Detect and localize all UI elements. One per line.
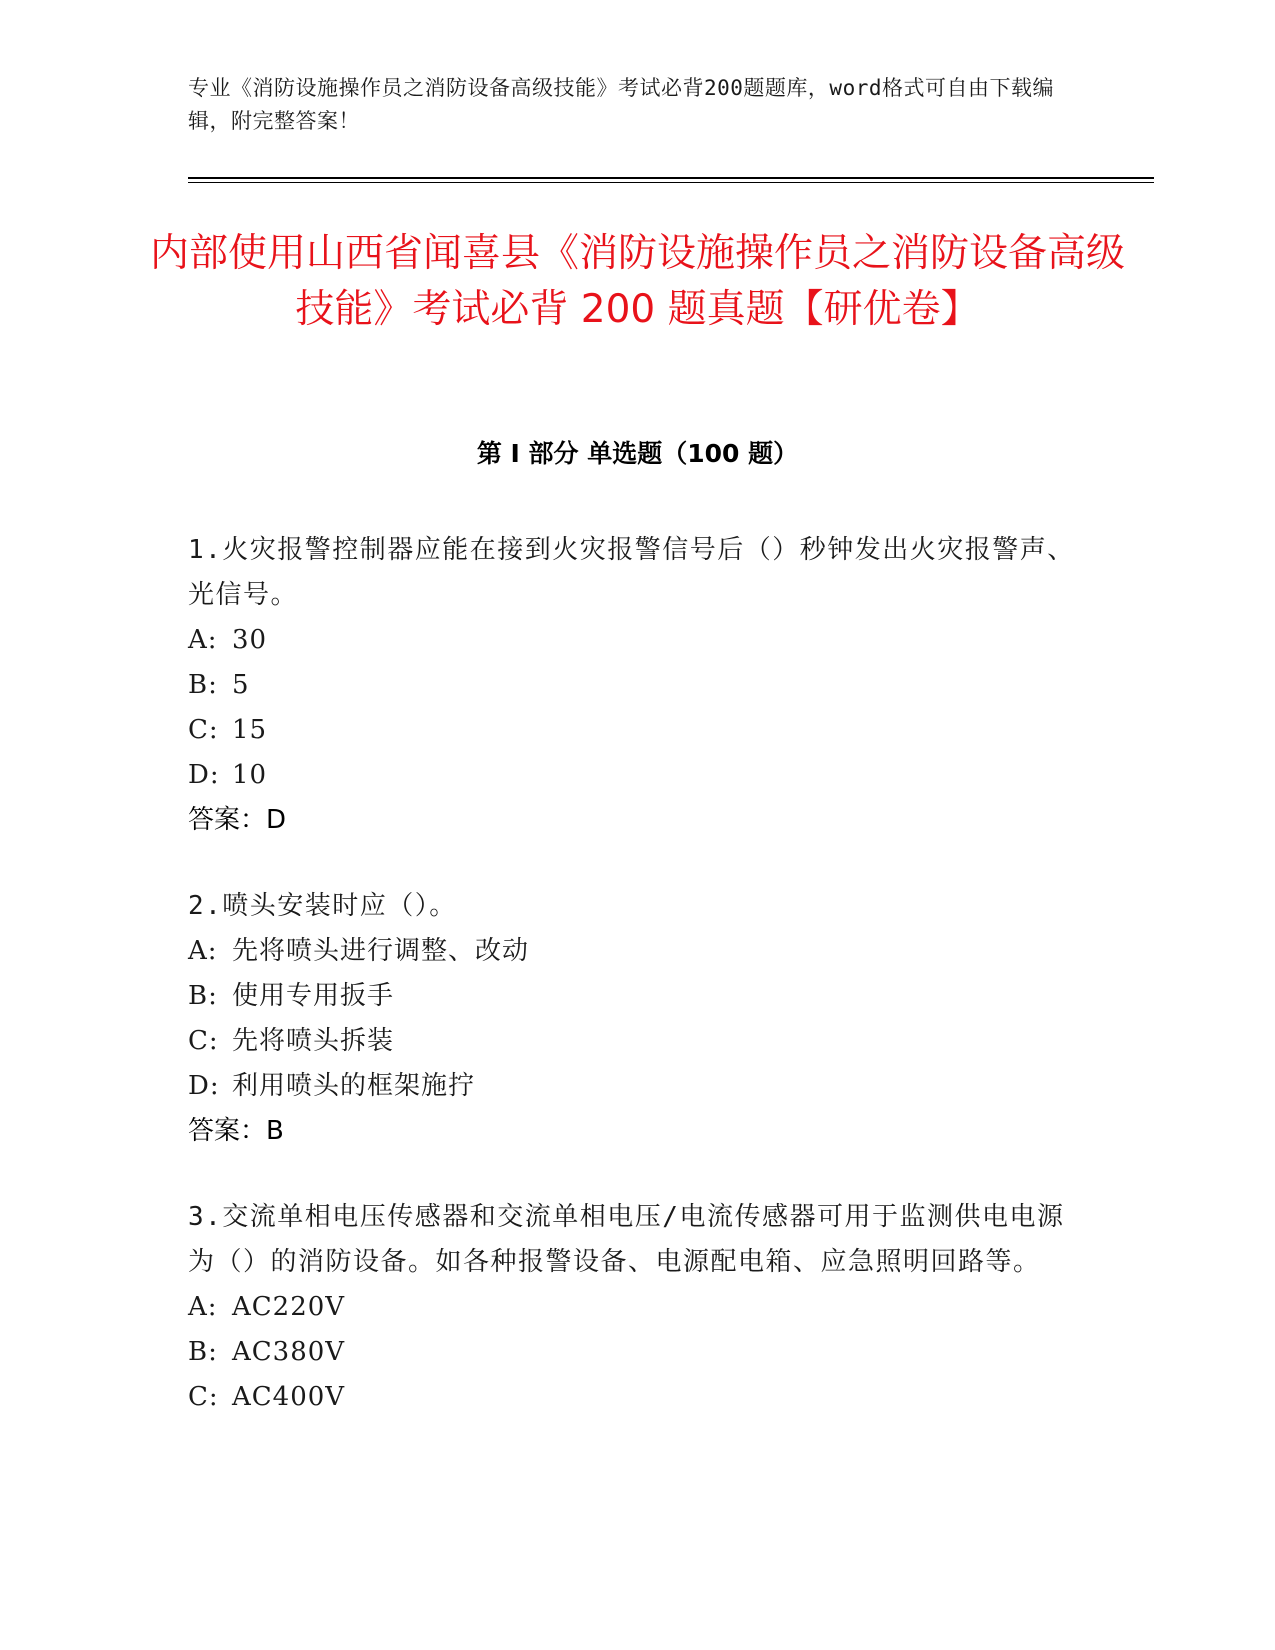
option-text: 30 <box>232 625 268 655</box>
option-letter: A: <box>188 1292 218 1322</box>
option-c <box>188 1019 1088 1064</box>
option-b <box>188 974 1088 1019</box>
question-stem: 3.交流单相电压传感器和交流单相电压/电流传感器可用于监测供电电源为（）的消防设备。如各种报警设备、电源配电箱、应急照明回路等。 <box>188 1202 1065 1277</box>
question-2 <box>188 884 1088 1154</box>
option-a <box>188 618 1088 663</box>
option-text: AC400V <box>232 1382 346 1412</box>
question-stem: 1.火灾报警控制器应能在接到火灾报警信号后（）秒钟发出火灾报警声、光信号。 <box>188 535 1075 610</box>
option-text: 15 <box>232 715 268 745</box>
option-text: AC380V <box>232 1337 346 1367</box>
document-title: 内部使用山西省闻喜县《消防设施操作员之消防设备高级技能》考试必背 200 题真题【研优卷】 <box>150 231 1126 332</box>
option-text: 使用专用扳手 <box>232 981 395 1011</box>
header-divider-thick <box>188 177 1154 179</box>
option-c <box>188 708 1088 753</box>
option-a <box>188 929 1088 974</box>
option-text: 先将喷头拆装 <box>232 1026 395 1056</box>
option-letter: A: <box>188 936 218 966</box>
option-text: 先将喷头进行调整、改动 <box>232 936 530 966</box>
option-letter: B: <box>188 1337 218 1367</box>
question-list <box>188 528 1088 1461</box>
option-text: 5 <box>232 670 250 700</box>
option-letter: C: <box>188 1026 219 1056</box>
option-letter: C: <box>188 1382 219 1412</box>
answer-line: 答案：B <box>188 1116 284 1146</box>
option-b <box>188 663 1088 708</box>
option-text: AC220V <box>232 1292 346 1322</box>
option-letter: B: <box>188 670 218 700</box>
question-3 <box>188 1195 1088 1420</box>
header-divider-thin <box>188 182 1154 183</box>
option-letter: D: <box>188 760 220 790</box>
option-letter: C: <box>188 715 219 745</box>
option-letter: B: <box>188 981 218 1011</box>
option-d <box>188 1064 1088 1109</box>
header-note: 专业《消防设施操作员之消防设备高级技能》考试必背200题题库，word格式可自由下载编辑，附完整答案！ <box>188 76 1054 133</box>
option-text: 利用喷头的框架施拧 <box>232 1071 476 1101</box>
option-c <box>188 1375 1088 1420</box>
option-a <box>188 1285 1088 1330</box>
question-stem: 2.喷头安装时应（）。 <box>188 891 457 921</box>
question-1 <box>188 528 1088 843</box>
section-title: 第 I 部分 单选题（100 题） <box>476 439 799 468</box>
option-text: 10 <box>232 760 268 790</box>
option-letter: D: <box>188 1071 220 1101</box>
answer-line: 答案：D <box>188 805 287 835</box>
option-d <box>188 753 1088 798</box>
option-b <box>188 1330 1088 1375</box>
option-letter: A: <box>188 625 218 655</box>
